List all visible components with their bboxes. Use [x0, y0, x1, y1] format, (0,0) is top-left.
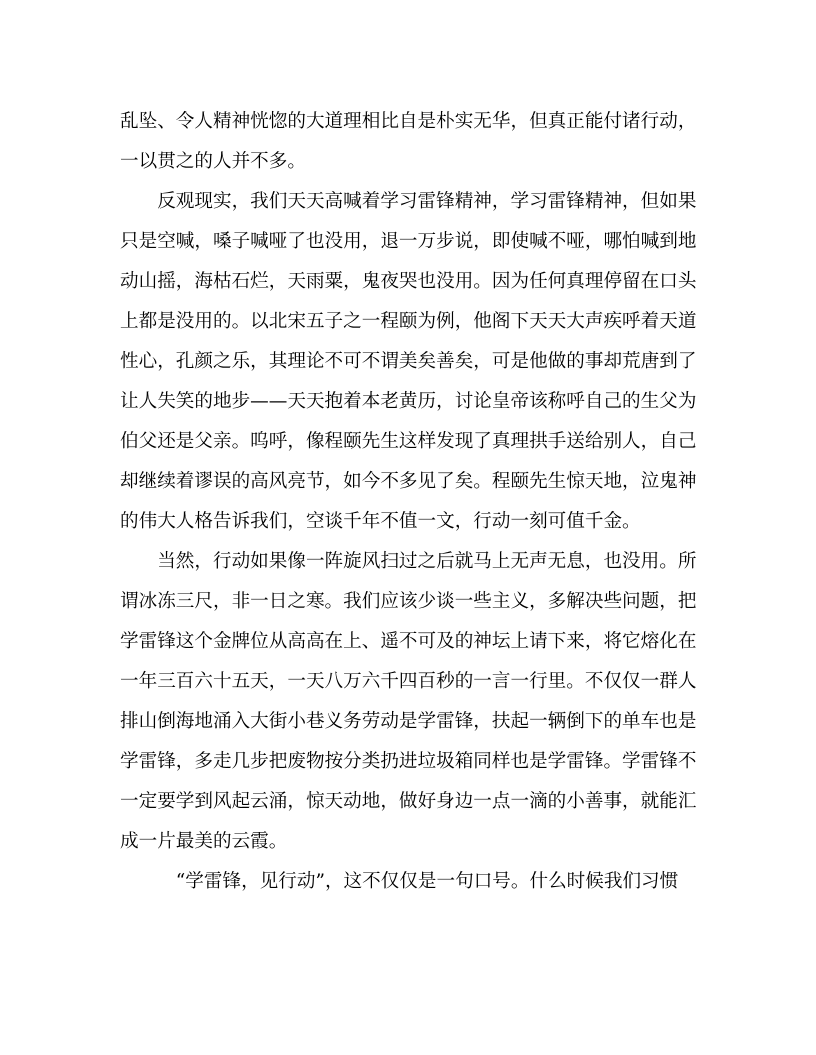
text-line: 一以贯之的人并不多。 — [120, 151, 306, 172]
text-line: 只是空喊，嗓子喊哑了也没用，退一万步说，即使喊不哑，哪怕喊到地 — [120, 231, 697, 252]
text-line: “学雷锋，见行动”，这不仅仅是一句口号。什么时候我们习惯 — [120, 871, 679, 892]
text-line: 学雷锋，多走几步把废物按分类扔进垃圾箱同样也是学雷锋。学雷锋不 — [120, 751, 697, 772]
text-line: 成一片最美的云霞。 — [120, 831, 288, 852]
text-line: 学雷锋这个金牌位从高高在上、遥不可及的神坛上请下来，将它熔化在 — [120, 631, 697, 652]
body-text — [120, 102, 700, 902]
text-line: 排山倒海地涌入大街小巷义务劳动是学雷锋，扶起一辆倒下的单车也是 — [120, 711, 697, 732]
text-line: 却继续着谬误的高风亮节，如今不多见了矣。程颐先生惊天地，泣鬼神 — [120, 471, 697, 492]
text-line: 伯父还是父亲。呜呼，像程颐先生这样发现了真理拱手送给别人，自己 — [120, 431, 697, 452]
text-line: 当然，行动如果像一阵旋风扫过之后就马上无声无息，也没用。所 — [120, 551, 697, 572]
text-line: 乱坠、令人精神恍惚的大道理相比自是朴实无华，但真正能付诸行动， — [120, 111, 697, 132]
text-line: 让人失笑的地步——天天抱着本老黄历，讨论皇帝该称呼自己的生父为 — [120, 391, 697, 412]
text-line: 谓冰冻三尺，非一日之寒。我们应该少谈一些主义，多解决些问题，把 — [120, 591, 697, 612]
text-line: 动山摇，海枯石烂，天雨粟，鬼夜哭也没用。因为任何真理停留在口头 — [120, 271, 697, 292]
text-line: 一定要学到风起云涌，惊天动地，做好身边一点一滴的小善事，就能汇 — [120, 791, 697, 812]
text-line: 反观现实，我们天天高喊着学习雷锋精神，学习雷锋精神，但如果 — [120, 191, 697, 212]
text-line: 的伟大人格告诉我们，空谈千年不值一文，行动一刻可值千金。 — [120, 511, 641, 532]
text-line: 上都是没用的。以北宋五子之一程颐为例，他阁下天天大声疾呼着天道 — [120, 311, 697, 332]
text-line: 一年三百六十五天，一天八万六千四百秒的一言一行里。不仅仅一群人 — [120, 671, 697, 692]
text-line: 性心，孔颜之乐，其理论不可不谓美矣善矣，可是他做的事却荒唐到了 — [120, 351, 697, 372]
